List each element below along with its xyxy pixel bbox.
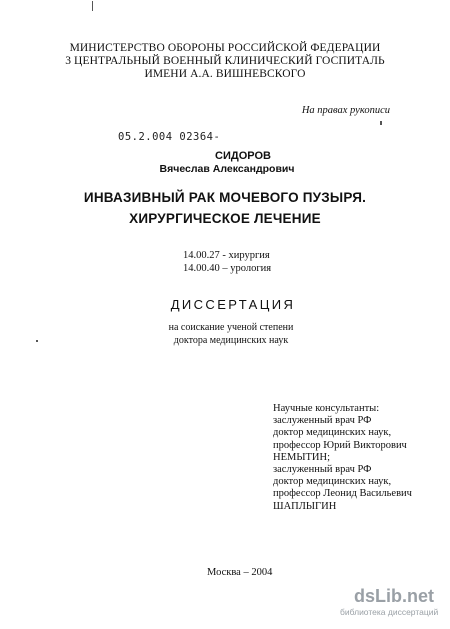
specialty-surgery: 14.00.27 - хирургия: [183, 250, 270, 261]
consultant-line: ШАПЛЫГИН: [273, 500, 337, 512]
scan-speck: [36, 340, 38, 342]
city-year: Москва – 2004: [207, 567, 273, 578]
svg-text:dsLib.net: dsLib.net: [354, 586, 434, 606]
consultant-line: профессор Леонид Васильевич: [273, 488, 412, 500]
document-type: ДИССЕРТАЦИЯ: [170, 297, 296, 312]
registration-stamp: 05.2.004 02364-: [118, 131, 221, 143]
author-names: Вячеслав Александрович: [159, 163, 295, 175]
consultants-heading: Научные консультанты:: [273, 403, 380, 414]
scan-speck: [380, 121, 382, 125]
thesis-title-line2: ХИРУРГИЧЕСКОЕ ЛЕЧЕНИЕ: [129, 211, 321, 226]
author-surname: СИДОРОВ: [215, 150, 271, 162]
consultants-block: [273, 403, 412, 513]
scan-speck: [92, 1, 93, 11]
consultant-line: заслуженный врач РФ: [273, 464, 372, 476]
dslib-subtitle: библиотека диссертаций: [340, 607, 439, 617]
consultant-line: доктор медицинских наук,: [273, 476, 392, 488]
consultant-line: НЕМЫТИН;: [273, 451, 330, 463]
specialty-urology: 14.00.40 – урология: [183, 263, 272, 274]
ministry-line: МИНИСТЕРСТВО ОБОРОНЫ РОССИЙСКОЙ ФЕДЕРАЦИИ: [69, 42, 381, 54]
consultant-line: заслуженный врач РФ: [273, 415, 372, 427]
thesis-title-line1: ИНВАЗИВНЫЙ РАК МОЧЕВОГО ПУЗЫРЯ.: [83, 190, 367, 205]
degree-purpose-line1: на соискание ученой степени: [168, 322, 294, 333]
degree-purpose-line2: доктора медицинских наук: [173, 335, 289, 346]
manuscript-note: На правах рукописи: [301, 105, 390, 116]
dslib-watermark: [340, 585, 439, 619]
dslib-logo: [340, 585, 436, 607]
consultant-line: профессор Юрий Викторович: [273, 439, 407, 451]
hospital-line: 3 ЦЕНТРАЛЬНЫЙ ВОЕННЫЙ КЛИНИЧЕСКИЙ ГОСПИТАЛЬ: [65, 55, 385, 67]
consultant-line: доктор медицинских наук,: [273, 427, 392, 439]
hospital-name-line: ИМЕНИ А.А. ВИШНЕВСКОГО: [144, 68, 306, 80]
